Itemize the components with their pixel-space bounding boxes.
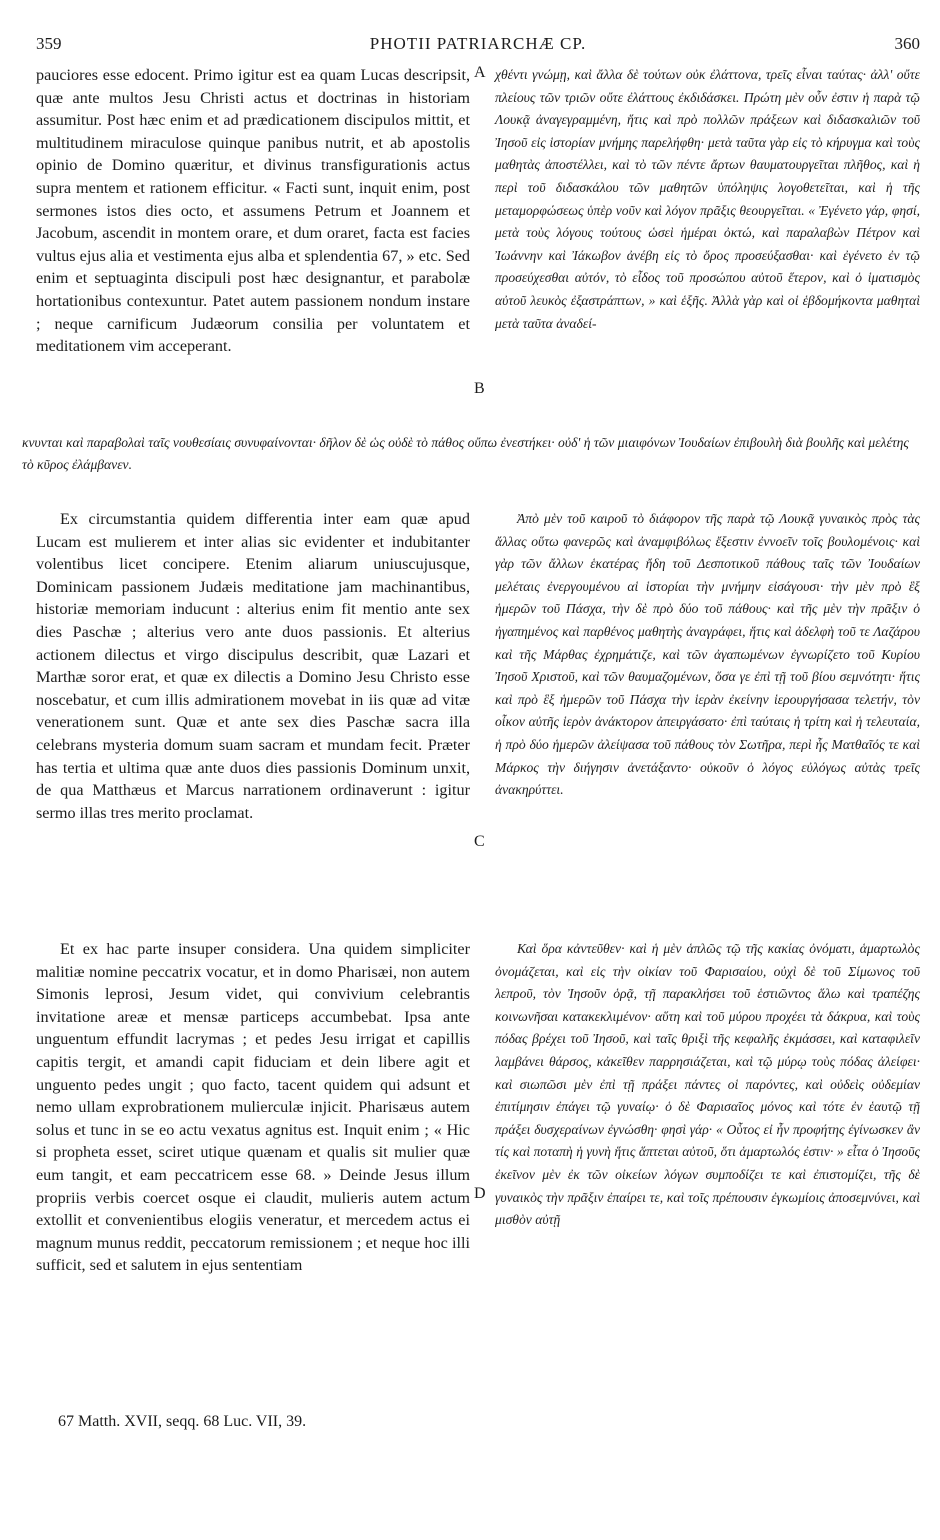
greek-column-top — [495, 64, 920, 335]
page-number-right: 360 — [894, 34, 920, 53]
margin-letter-a: A — [474, 64, 486, 81]
margin-letter-c: C — [474, 833, 485, 850]
latin-column-bottom — [36, 938, 470, 1277]
greek-paragraph-2: Ἀπὸ μὲν τοῦ καιροῦ τὸ διάφορον τῆς παρὰ τῷ Λουκᾷ γυναικὸς πρὸς τὰς ἄλλας οὕτω φανερῶς καὶ ἀναμφιβόλως ἔξεστιν ἐννοεῖν τοῖς βουλομένοις· καὶ γὰρ τῶν ἄλλων ἑκατέρας ἤδη τοῦ Δεσποτικοῦ πάθους ταῖς τῶν Ἰουδαίων μελέταις ἐνεργουμένου αἱ ἱστορίαι τὴν μνήμην εἰσάγουσι· τὴν μὲν πρὸ ἓξ ἡμερῶν τοῦ Πάσχα, τὴν δὲ πρὸ δύο τοῦ πάθους· καὶ τῆς μὲν τὴν πρᾶξιν ὁ ἠγαπημένος καὶ παρθένος μαθητὴς ἀναγράφει, ἥτις καὶ ἀδελφὴ τοῦ τε Λαζάρου καὶ τῆς Μάρθας ἐχρημάτιζε, καὶ τῶν ἀγαπωμένων ἐγνωρίζετο τοῦ Κυρίου Ἰησοῦ Χριστοῦ, καὶ τῶν θαυμαζομένων, ὅσα γε ἐπὶ τῇ τοῦ βίου σεμνότητι· ἥτις καὶ πρὸ ἓξ ἡμερῶν τοῦ Πάσχα τὴν ἱερὰν ἐκείνην ἱερουργήσασα τελετήν, τὸν οἶκον αὐτῆς ἱερὸν ἀνάκτορον ἀπειργάσατο· ἐπὶ ταύταις ἡ τρίτη καὶ ἡ τελευταία, ἡ πρὸ δύο ἡμερῶν ἀλείψασα τοῦ πάθους τὸν Σωτῆρα, περὶ ἧς Ματθαῖός τε καὶ Μάρκος τὴν διήγησιν ἀνετάξαντο· οὐκοῦν ὁ λόγος εὐλόγως αὐτὰς τρεῖς ἀνακηρύττει. — [495, 511, 920, 798]
footnotes: 67 Matth. XVII, seqq. 68 Luc. VII, 39. — [58, 1413, 307, 1430]
greek-paragraph-3: Καὶ ὅρα κἀντεῦθεν· καὶ ἡ μὲν ἁπλῶς τῷ τῆς κακίας ὀνόματι, ἁμαρτωλὸς ὀνομάζεται, καὶ εἰς τὴν οἰκίαν τοῦ Φαρισαίου, οὐχὶ δὲ τοῦ Σίμωνος τοῦ λεπροῦ, τὸν Ἰησοῦν ὁρᾷ, τῇ παρακλήσει τοῦ ἑστιῶντος ἅλω καὶ τραπέζης κοινωνῆσαι κατακεκλιμένον· αὕτη καὶ τοῦ μύρου προχέει τὰ δάκρυα, καὶ τοὺς πόδας βρέχει τοῦ Ἰησοῦ, καὶ ταῖς θριξὶ τῆς κεφαλῆς ἐκμάσσει, καὶ καταφιλεῖν λαμβάνει θάρσος, κἀκεῖθεν παρρησιάζεται, καὶ τῷ μύρῳ τοὺς πόδας ἀλείφει· καὶ σιωπῶσι μὲν ἐπὶ τῇ πράξει πάντες οἱ παρόντες, καὶ οὐδεὶς οὐδεμίαν ἐπιτίμησιν ἐπάγει τῷ γυναίῳ· ὁ δὲ Φαρισαῖος μόνος καὶ τότε ἐν ἑαυτῷ τῇ πράξει δυσχεραίνων ἐγνώσθη· φησὶ γάρ· « Οὗτος εἰ ἦν προφήτης ἐγίνωσκεν ἂν τίς καὶ ποταπὴ ἡ γυνὴ ἥτις ἅπτεται αὐτοῦ, ὅτι ἁμαρτωλός ἐστιν· » εἶτα ὁ Ἰησοῦς ἐκεῖνον μὲν ἐκ τῶν οἰκείων λόγων συμποδίζει τε καὶ ἐπιστομίζει, τῆς δὲ γυναικὸς τὴν πρᾶξιν ἐπαίρει τε, καὶ τοῖς πρέπουσιν ἐγκωμίοις ἀποσεμνύνει, καὶ μισθὸν αὐτῇ — [495, 941, 920, 1228]
page-number-left: 359 — [36, 34, 62, 53]
margin-letter-d: D — [474, 1185, 486, 1202]
latin-column-top — [36, 64, 470, 358]
greek-column-bottom — [495, 938, 920, 1232]
latin-paragraph-2: Ex circumstantia quidem differentia inter eam quæ apud Lucam est mulierem et inter alias sic evidenter et indubitanter volentibus licet concipere. Etenim aliarum uniuscujusque, Dominicam passionem Judæis meditatione jam machinantibus, historiæ memoriam inducunt : alterius enim fit mentio ante sex dies Paschæ ; alterius vero ante duos passionis. Et alterius actionem dilectus et virgo discipulus describit, quæ Lazari et Marthæ soror erat, et quæ ex dilectis a Domino Jesu Christo esse noscebatur, et cum illis admirationem movebat in iis quæ ad vitæ venerationem sunt. Quæ et ante sex dies Paschæ sacra illa celebrans mysteria domum suam sacram et mundam fecit. Præter has tertia et ultima quæ ante duos dies passionis Dominum unxit, de qua Matthæus et Marcus narrationem ordinaverunt : igitur sermo illas tres merito proclamat. — [36, 510, 470, 822]
margin-letter-b: B — [474, 380, 485, 397]
running-title: PHOTII PATRIARCHÆ CP. — [369, 34, 587, 53]
greek-column-middle — [495, 508, 920, 802]
greek-spanning-lines: κνυνται καὶ παραβολαὶ ταῖς νουθεσίαις συνυφαίνονται· δῆλον δὲ ὡς οὐδὲ τὸ πάθος οὔπω ἐνεστήκει· οὐδ' ἡ τῶν μιαιφόνων Ἰουδαίων ἐπιβουλὴ διὰ βουλῆς καὶ μελέτης τὸ κῦρος ἐλάμβανεν. — [22, 435, 909, 472]
latin-column-middle — [36, 508, 470, 824]
greek-paragraph-1: χθέντι γνώμῃ, καὶ ἄλλα δὲ τούτων οὐκ ἐλάττονα, τρεῖς εἶναι ταύτας· ἀλλ' οὔτε πλείους τῶν τριῶν οὔτε ἐλάττους ἐκδιδάσκει. Πρώτη μὲν οὖν ἐστιν ἡ παρὰ τῷ Λουκᾷ ἀναγεγραμμένη, ἥτις καὶ πρὸ πολλῶν πράξεων καὶ διδασκαλιῶν τοῦ Ἰησοῦ εἰς ἱστορίαν μνήμης παρελήφθη· μετὰ ταῦτα γὰρ εἰς τὸ κήρυγμα καὶ τοὺς μαθητὰς ἀποστέλλει, καὶ τὸ τῶν πέντε ἄρτων θαυματουργεῖται πλῆθος, καὶ ἡ περὶ τοῦ διδασκάλου τῶν μαθητῶν ὑπόληψις λογοθετεῖται, καὶ ἡ τῆς μεταμορφώσεως ὑπὲρ νοῦν καὶ λόγον πρᾶξις θεουργεῖται. « Ἐγένετο γάρ, φησί, μετὰ τοὺς λόγους τούτους ὡσεὶ ἡμέραι ὀκτώ, καὶ παραλαβὼν Πέτρον καὶ Ἰωάννην καὶ Ἰάκωβον ἀνέβη εἰς τὸ ὄρος προσεύξασθαι· καὶ ἐγένετο ἐν τῷ προσεύχεσθαι αὐτόν, τὸ εἶδος τοῦ προσώπου αὐτοῦ ἕτερον, καὶ ὁ ἱματισμὸς αὐτοῦ λευκὸς ἐξαστράπτων, » καὶ ἑξῆς. Ἀλλὰ γὰρ καὶ οἱ ἑβδομήκοντα μαθηταὶ μετὰ ταῦτα ἀναδεί- — [495, 67, 920, 331]
latin-paragraph-1: pauciores esse edocent. Primo igitur est ea quam Lucas descripsit, quæ ante multos Jesu Christi actus et doctrinas in historiam assumitur. Post hæc enim et ad prædicationem discipulos mittit, et multitudinem miraculose quinque panibus nutrit, et ab apostolis opinio de Domino quæritur, et divinus transfigurationis actus supra mentem et rationem efficitur. « Facti sunt, inquit enim, post sermones istos dies octo, et assumens Petrum et Joannem et Jacobum, ascendit in montem orare, et dum oraret, facta est facies vultus ejus alia et vestimenta ejus alba et splendentia 67, » etc. Sed enim et septuaginta discipuli post hæc designantur, et parabolæ hortationibus contexuntur. Patet autem passionem nondum instare ; neque carnificum Judæorum consilia per voluntatem et meditationem vim acceperant. — [36, 66, 470, 356]
latin-paragraph-3: Et ex hac parte insuper considera. Una quidem simpliciter malitiæ nomine peccatrix vocatur, et in domo Pharisæi, non autem Simonis leprosi, Jesum videt, qui convivium celebrantis invitatione areæ et mensæ particeps accumbebat. Ipsa ante unguentum effundit lacrymas ; et pedes Jesu irrigat et capillis capitis tergit, et amandi capit fiduciam et dein libere agit et unguento pedes ungit ; quo facto, tacent quidem qui adsunt et nemo ullam exprobrationem mulierculæ injicit. Pharisæus autem solus et tunc in se eo actu vexatus agnitus est. Inquit enim ; « Hic si propheta esset, sciret utique quænam et qualis sit mulier quæ eum tangit, et eam peccatricem esse 68. » Deinde Jesus illum propriis verbis coercet osque ei claudit, mulieris autem actum extollit et convenientibus elogiis veneratur, et mercedem actus ei magnum munus reddit, peccatorum remissionem ; et neque hoc illi sufficit, sed et salutem in ejus sententiam — [36, 940, 470, 1275]
page-header — [36, 34, 920, 56]
